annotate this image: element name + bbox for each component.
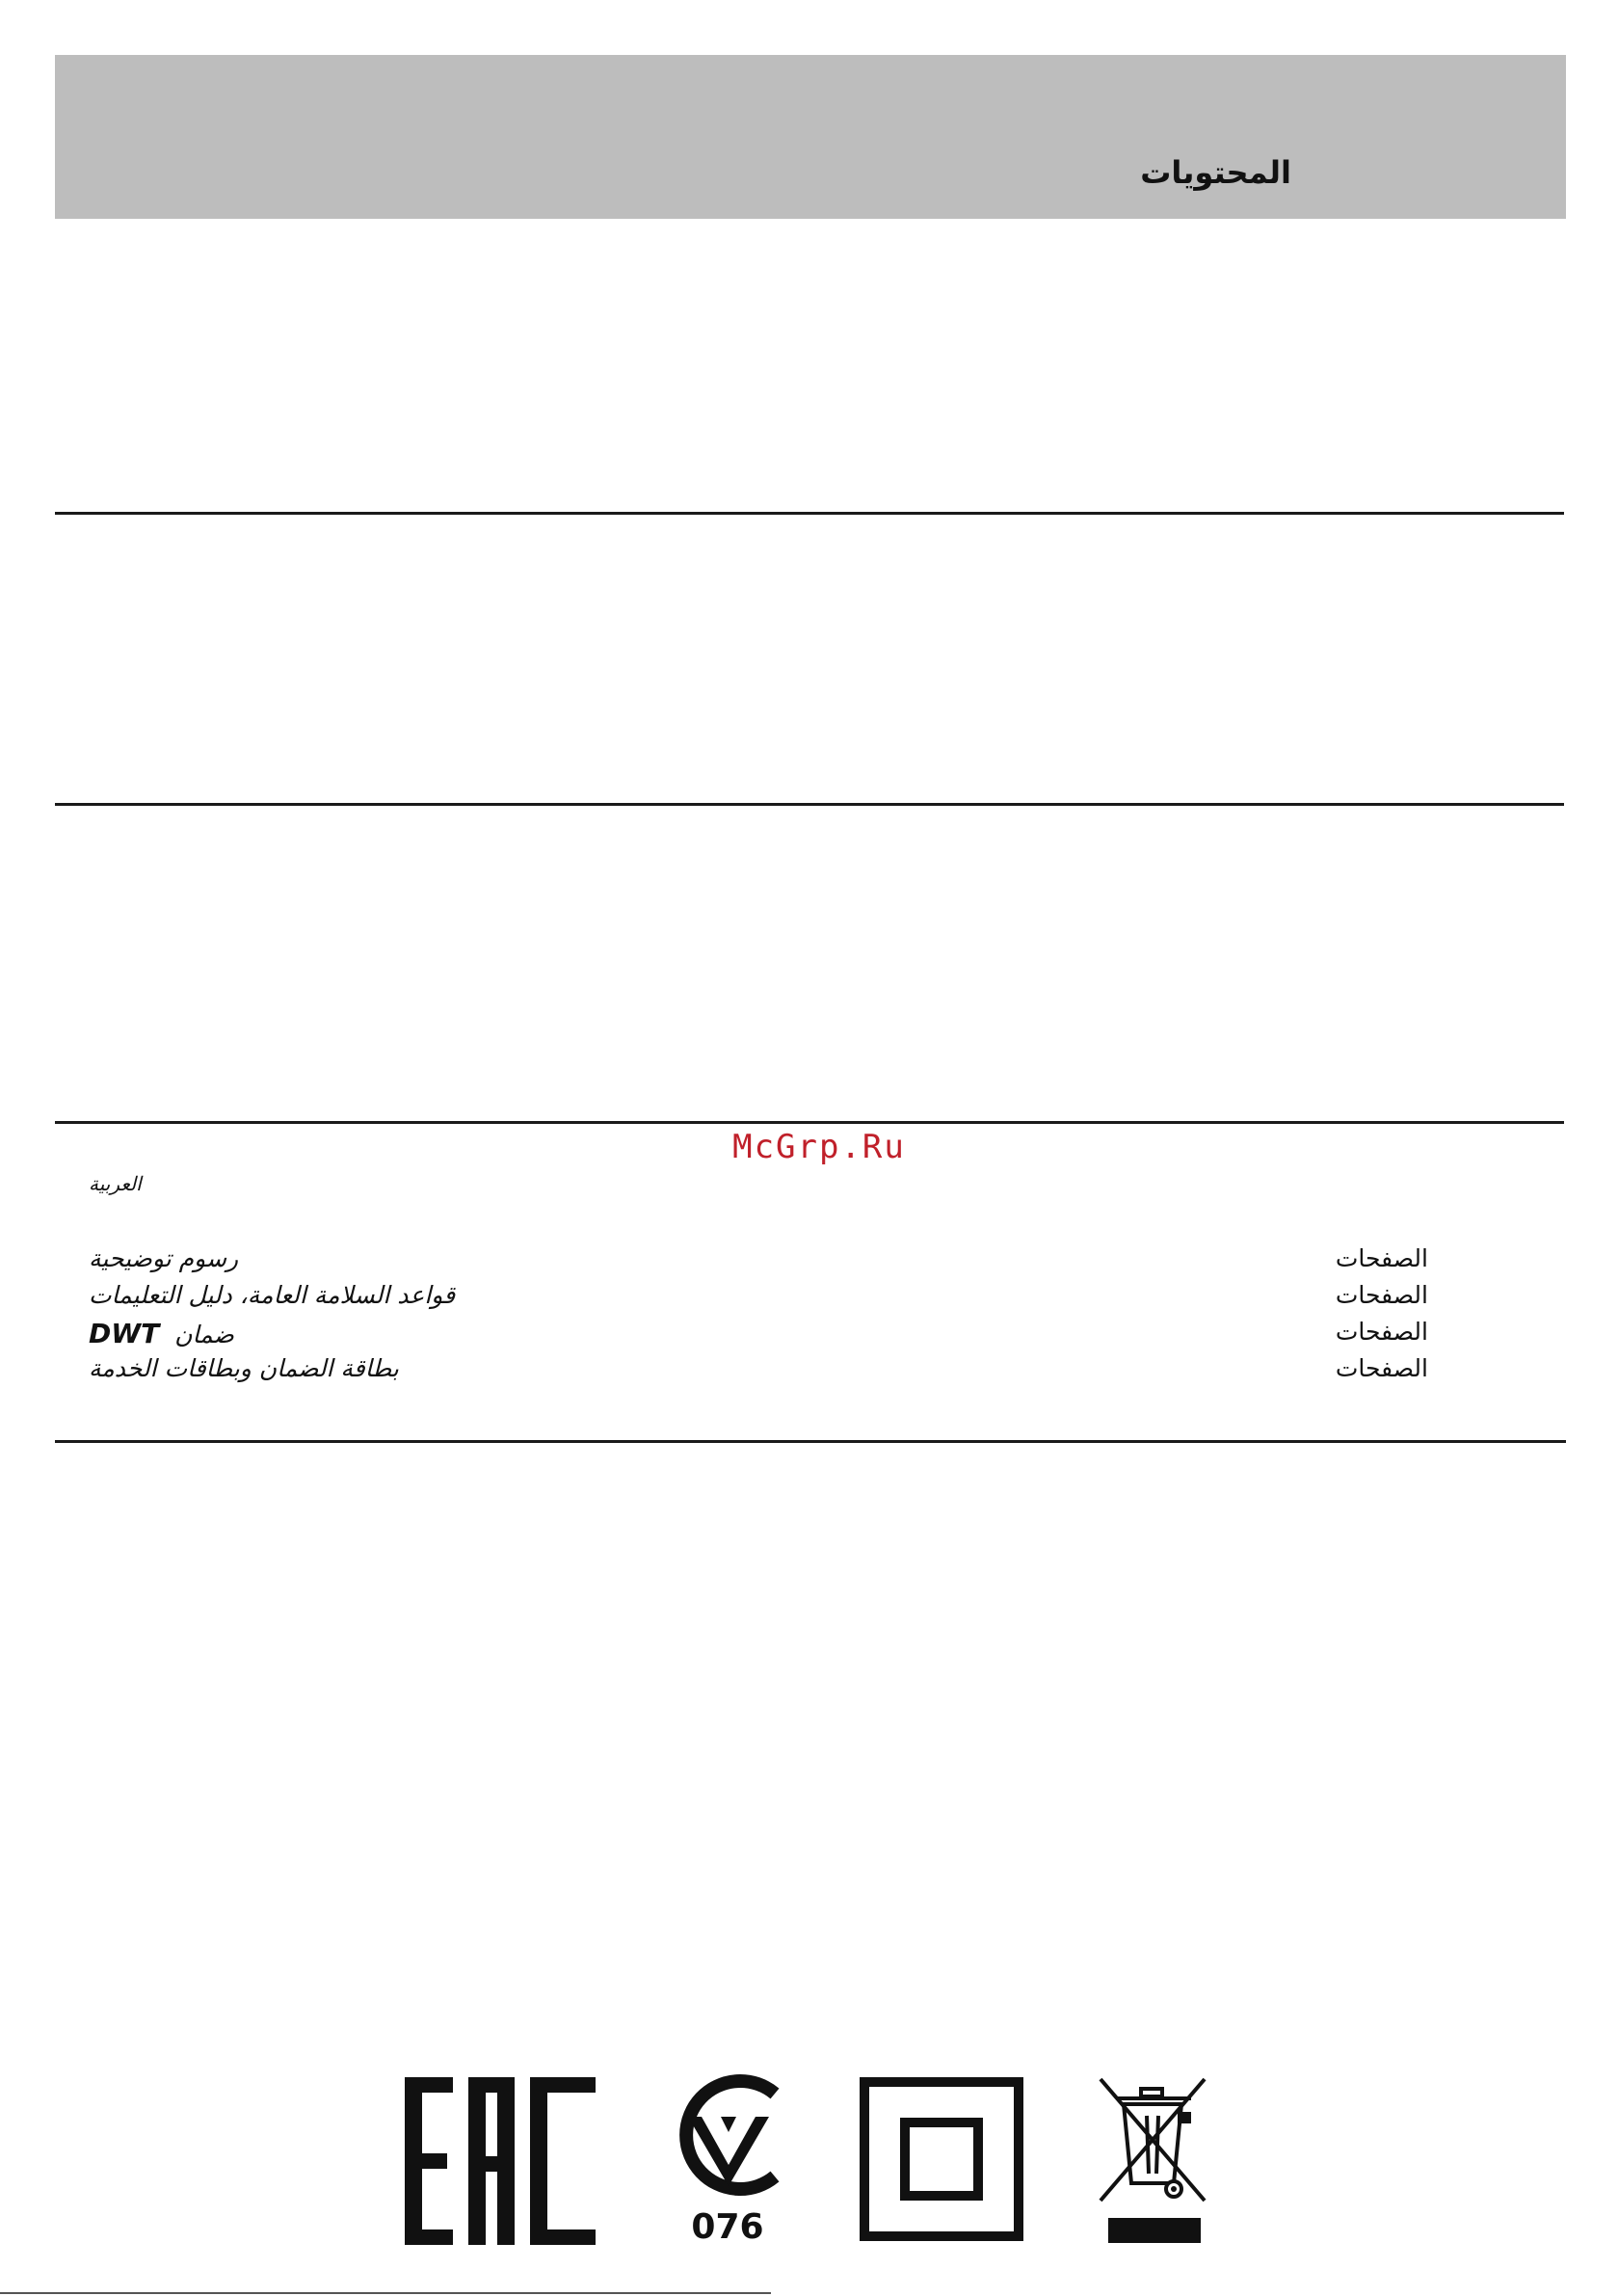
- weee-crossed-bin-icon: [1099, 2077, 1214, 2245]
- toc-entry-pages: الصفحات: [1335, 1281, 1428, 1309]
- footer-edge-line: [0, 2292, 771, 2294]
- toc-row: [89, 1354, 1428, 1389]
- toc-entry-title: ضمان DWT: [89, 1318, 234, 1349]
- ukrsepro-code: 076: [691, 2207, 764, 2246]
- page-title: المحتويات: [1140, 154, 1291, 191]
- section-divider-1: [55, 512, 1564, 515]
- double-insulation-icon: [860, 2077, 1023, 2241]
- toc-entry-pages: الصفحات: [1335, 1354, 1428, 1382]
- section-divider-3: [55, 1121, 1564, 1124]
- ukrsepro-mark-icon: [667, 2072, 788, 2246]
- toc-entry-pages: الصفحات: [1335, 1244, 1428, 1272]
- toc-entry-title: قواعد السلامة العامة، دليل التعليمات: [89, 1281, 456, 1309]
- toc-row: [89, 1318, 1428, 1352]
- watermark-text: McGrp.Ru: [732, 1128, 906, 1166]
- section-divider-4: [55, 1440, 1566, 1443]
- language-label: العربية: [89, 1172, 142, 1195]
- toc-row: [89, 1244, 1428, 1279]
- toc-entry-title: رسوم توضيحية: [89, 1244, 239, 1272]
- section-divider-2: [55, 803, 1564, 806]
- toc-row: [89, 1281, 1428, 1316]
- eac-mark-icon: [405, 2077, 596, 2245]
- toc-entry-pages: الصفحات: [1335, 1318, 1428, 1346]
- brand-name: DWT: [89, 1318, 160, 1349]
- header-band: [55, 55, 1566, 219]
- toc-entry-title: بطاقة الضمان وبطاقات الخدمة: [89, 1354, 399, 1382]
